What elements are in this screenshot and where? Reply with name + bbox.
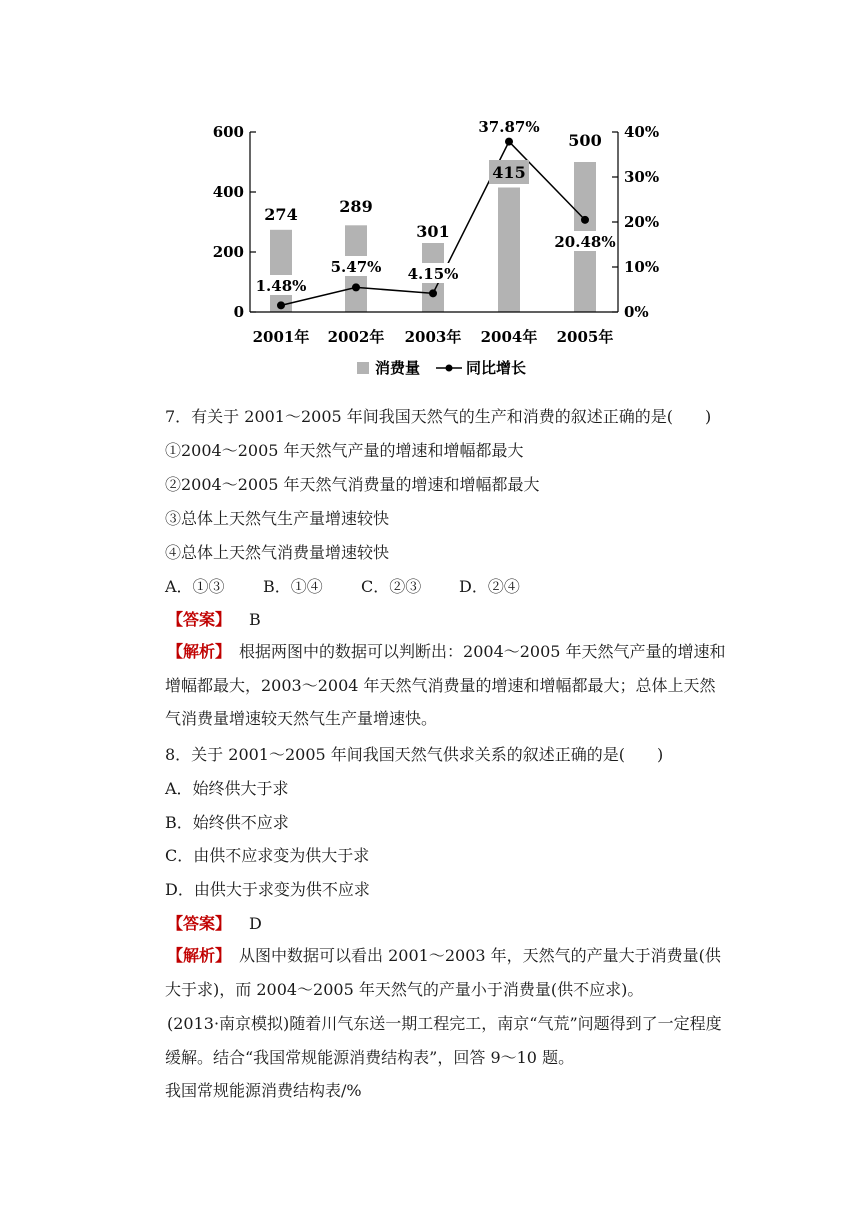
- q7-answer: [167, 609, 261, 631]
- growth-point-2002年: [352, 283, 360, 291]
- bar-value-label: 301: [416, 222, 450, 241]
- legend-bar-swatch: [357, 362, 369, 374]
- x-tick-label: 2004年: [480, 328, 538, 346]
- q7-item-4: ④总体上天然气消费量增速较快: [165, 543, 390, 562]
- right-tick-label: 0%: [624, 303, 649, 321]
- q8-analysis-text: 从图中数据可以看出 2001～2003 年，天然气的产量大于消费量(供大于求)，而 2004～2005 年天然气的产量小于消费量(供不应求)。: [165, 946, 721, 999]
- growth-point-2003年: [429, 289, 437, 297]
- legend-bar-label: 消费量: [375, 359, 421, 377]
- bar-2004年: [498, 188, 520, 313]
- right-tick-label: 20%: [624, 213, 660, 231]
- q7-option-b: B．①④: [263, 577, 323, 596]
- answer-tag: 【答案】: [167, 914, 232, 933]
- bar-value-label: 415: [492, 163, 526, 182]
- right-tick-label: 10%: [624, 258, 660, 276]
- growth-value-label: 20.48%: [554, 233, 616, 251]
- growth-point-2001年: [277, 301, 285, 309]
- x-tick-label: 2005年: [556, 328, 614, 346]
- bar-value-label: 500: [568, 131, 602, 150]
- answer-tag: 【答案】: [167, 610, 232, 629]
- q7-analysis: [165, 635, 730, 736]
- q7-stem: 7．有关于 2001～2005 年间我国天然气的生产和消费的叙述正确的是( ): [165, 407, 712, 426]
- right-tick-label: 40%: [624, 123, 660, 141]
- analysis-tag: 【解析】: [167, 642, 224, 661]
- q8-answer-value: D: [249, 914, 262, 933]
- x-tick-label: 2002年: [327, 328, 385, 346]
- q8-option-c: C．由供不应求变为供大于求: [165, 846, 370, 865]
- analysis-tag: 【解析】: [167, 946, 224, 965]
- bar-value-label: 289: [339, 197, 373, 216]
- legend-line-label: 同比增长: [466, 359, 527, 377]
- q8-answer: [167, 913, 262, 935]
- growth-value-label: 37.87%: [478, 118, 540, 136]
- q7-options: [165, 576, 520, 598]
- left-tick-label: 600: [212, 123, 244, 141]
- growth-value-label: 1.48%: [255, 277, 307, 295]
- table-title: 我国常规能源消费结构表/%: [165, 1081, 362, 1100]
- q7-option-d: D．②④: [459, 577, 520, 596]
- bar-2001年: [270, 230, 292, 312]
- q7-option-a: A．①③: [165, 577, 225, 596]
- growth-value-label: 4.15%: [407, 265, 459, 283]
- legend-line-marker: [446, 365, 453, 372]
- right-tick-label: 30%: [624, 168, 660, 186]
- q7-option-c: C．②③: [361, 577, 422, 596]
- q8-option-b: B．始终供不应求: [165, 813, 289, 832]
- q7-item-1: ①2004～2005 年天然气产量的增速和增幅都最大: [165, 441, 524, 460]
- q7-item-3: ③总体上天然气生产量增速较快: [165, 509, 390, 528]
- q8-option-d: D．由供大于求变为供不应求: [165, 880, 370, 899]
- growth-value-label: 5.47%: [330, 258, 382, 276]
- left-tick-label: 200: [212, 243, 244, 261]
- q8-analysis: [165, 939, 730, 1006]
- chart-legend: [357, 359, 526, 377]
- consumption-growth-chart: [200, 110, 680, 382]
- left-tick-label: 400: [212, 183, 244, 201]
- q7-analysis-text: 根据两图中的数据可以判断出：2004～2005 年天然气产量的增速和增幅都最大，2003～2004 年天然气消费量的增速和增幅都最大；总体上天然气消费量增速较天然气生产量增速快。: [165, 642, 726, 728]
- growth-point-2005年: [581, 216, 589, 224]
- left-tick-label: 0: [233, 303, 244, 321]
- q7-answer-value: B: [249, 610, 261, 629]
- q8-stem: 8．关于 2001～2005 年间我国天然气供求关系的叙述正确的是( ): [165, 745, 664, 764]
- x-tick-label: 2001年: [252, 328, 310, 346]
- x-tick-label: 2003年: [404, 328, 462, 346]
- growth-point-2004年: [505, 138, 513, 146]
- q7-item-2: ②2004～2005 年天然气消费量的增速和增幅都最大: [165, 475, 540, 494]
- q8-option-a: A．始终供大于求: [165, 779, 289, 798]
- q9-10-intro: (2013·南京模拟)随着川气东送一期工程完工，南京“气荒”问题得到了一定程度缓解。结合“我国常规能源消费结构表”，回答 9～10 题。: [165, 1014, 722, 1067]
- bar-value-label: 274: [264, 205, 298, 224]
